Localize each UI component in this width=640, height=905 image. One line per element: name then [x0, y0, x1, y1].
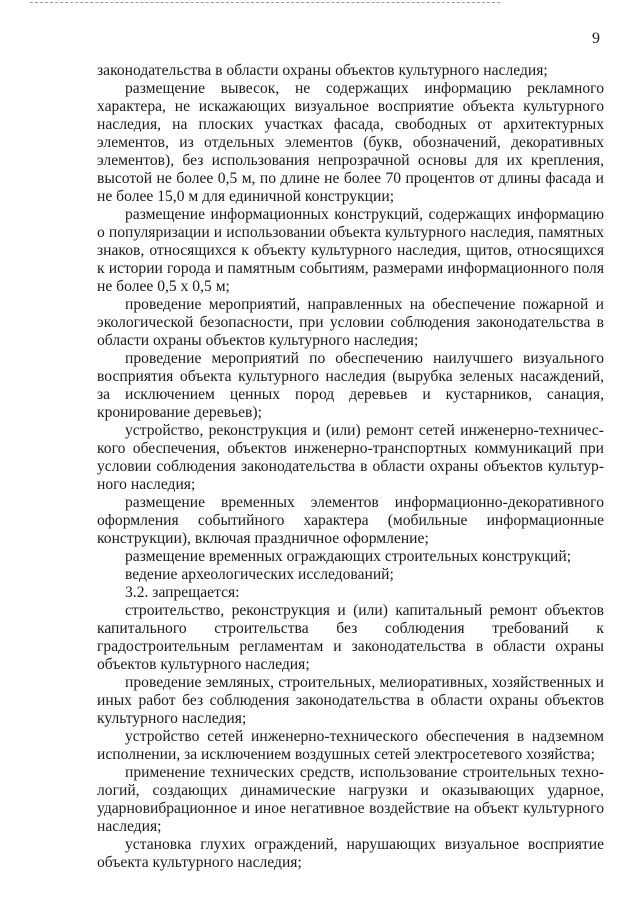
paragraph-blind-fences-ban: установка глухих ограждений, нарушающих визуальное восприятие объекта культурного наследия;	[97, 836, 604, 871]
paragraph-dynamic-loads-ban: применение технических средств, использование строительных технологий, создающих динамические нагрузки и оказывающих ударное, ударновибрационное и иное негативное воздействие на объект культурного наследия;	[97, 764, 604, 835]
scan-top-edge	[30, 2, 500, 3]
paragraph-earthworks-ban: проведение земляных, строительных, мелиоративных, хозяйственных и иных работ без соблюдения законодательства в области охраны объектов культурного наследия;	[97, 674, 604, 727]
paragraph-info-structures: размещение информационных конструкций, содержащих информацию о популяризации и использовании объекта культурного наследия, памятных знаков, относящихся к объекту культурного наследия, щитов, относящихся к истории города и памятным событиям, размерами информационного поля не более 0,5 х 0,5 м;	[97, 206, 604, 295]
paragraph-construction-ban: строительство, реконструкция и (или) капитальный ремонт объектов капитального строительства без соблюдения требований к градостроительным регламентам и законодательства в области охраны объектов культурного наследия;	[97, 602, 604, 673]
paragraph-overhead-networks-ban: устройство сетей инженерно-технического обеспечения в надземном исполнении, за исключением воздушных сетей электросетевого хозяйства;	[97, 728, 604, 763]
paragraph-signage: размещение вывесок, не содержащих информацию рекламного характера, не искажающих визуальное восприятие объекта культурного наследия, на плоских участках фасада, свободных от архитектурных элементов, из отдельных элементов (букв, обозначений, декоративных элементов), без использования непрозрачной основы для их крепления, высотой не более 0,5 м, по длине не более 70 процентов от длины фасада и не более 15,0 м для единичной конструкции;	[97, 80, 604, 205]
document-body	[97, 62, 604, 872]
paragraph-archaeology: ведение археологических исследований;	[125, 566, 394, 583]
paragraph-fire-safety: проведение мероприятий, направленных на обеспечение пожарной и экологической безопасности, при условии соблюдения законодательства в области охраны объектов культурного наследия;	[97, 296, 604, 349]
paragraph-temporary-decor: размещение временных элементов информационно-декоративного оформления событийного характера (мобильные информационные конструкции), включая праздничное оформление;	[97, 494, 604, 547]
paragraph-continuation: законодательства в области охраны объектов культурного наследия;	[97, 62, 548, 79]
paragraph-visual-perception: проведение мероприятий по обеспечению наилучшего визуального восприятия объекта культурного наследия (вырубка зеленых насаждений, за исключением ценных пород деревьев и кустарников, санация, кронирование деревьев);	[97, 350, 604, 421]
paragraph-temporary-fencing: размещение временных ограждающих строительных конструкций;	[125, 548, 572, 565]
paragraph-engineering-networks: устройство, реконструкция и (или) ремонт сетей инженерно-технического обеспечения, объектов инженерно-транспортных коммуникаций при условии соблюдения законодательства в области охраны объектов культурного наследия;	[97, 422, 604, 493]
page-number: 9	[592, 30, 600, 47]
section-heading-prohibited: 3.2. запрещается:	[125, 584, 240, 601]
